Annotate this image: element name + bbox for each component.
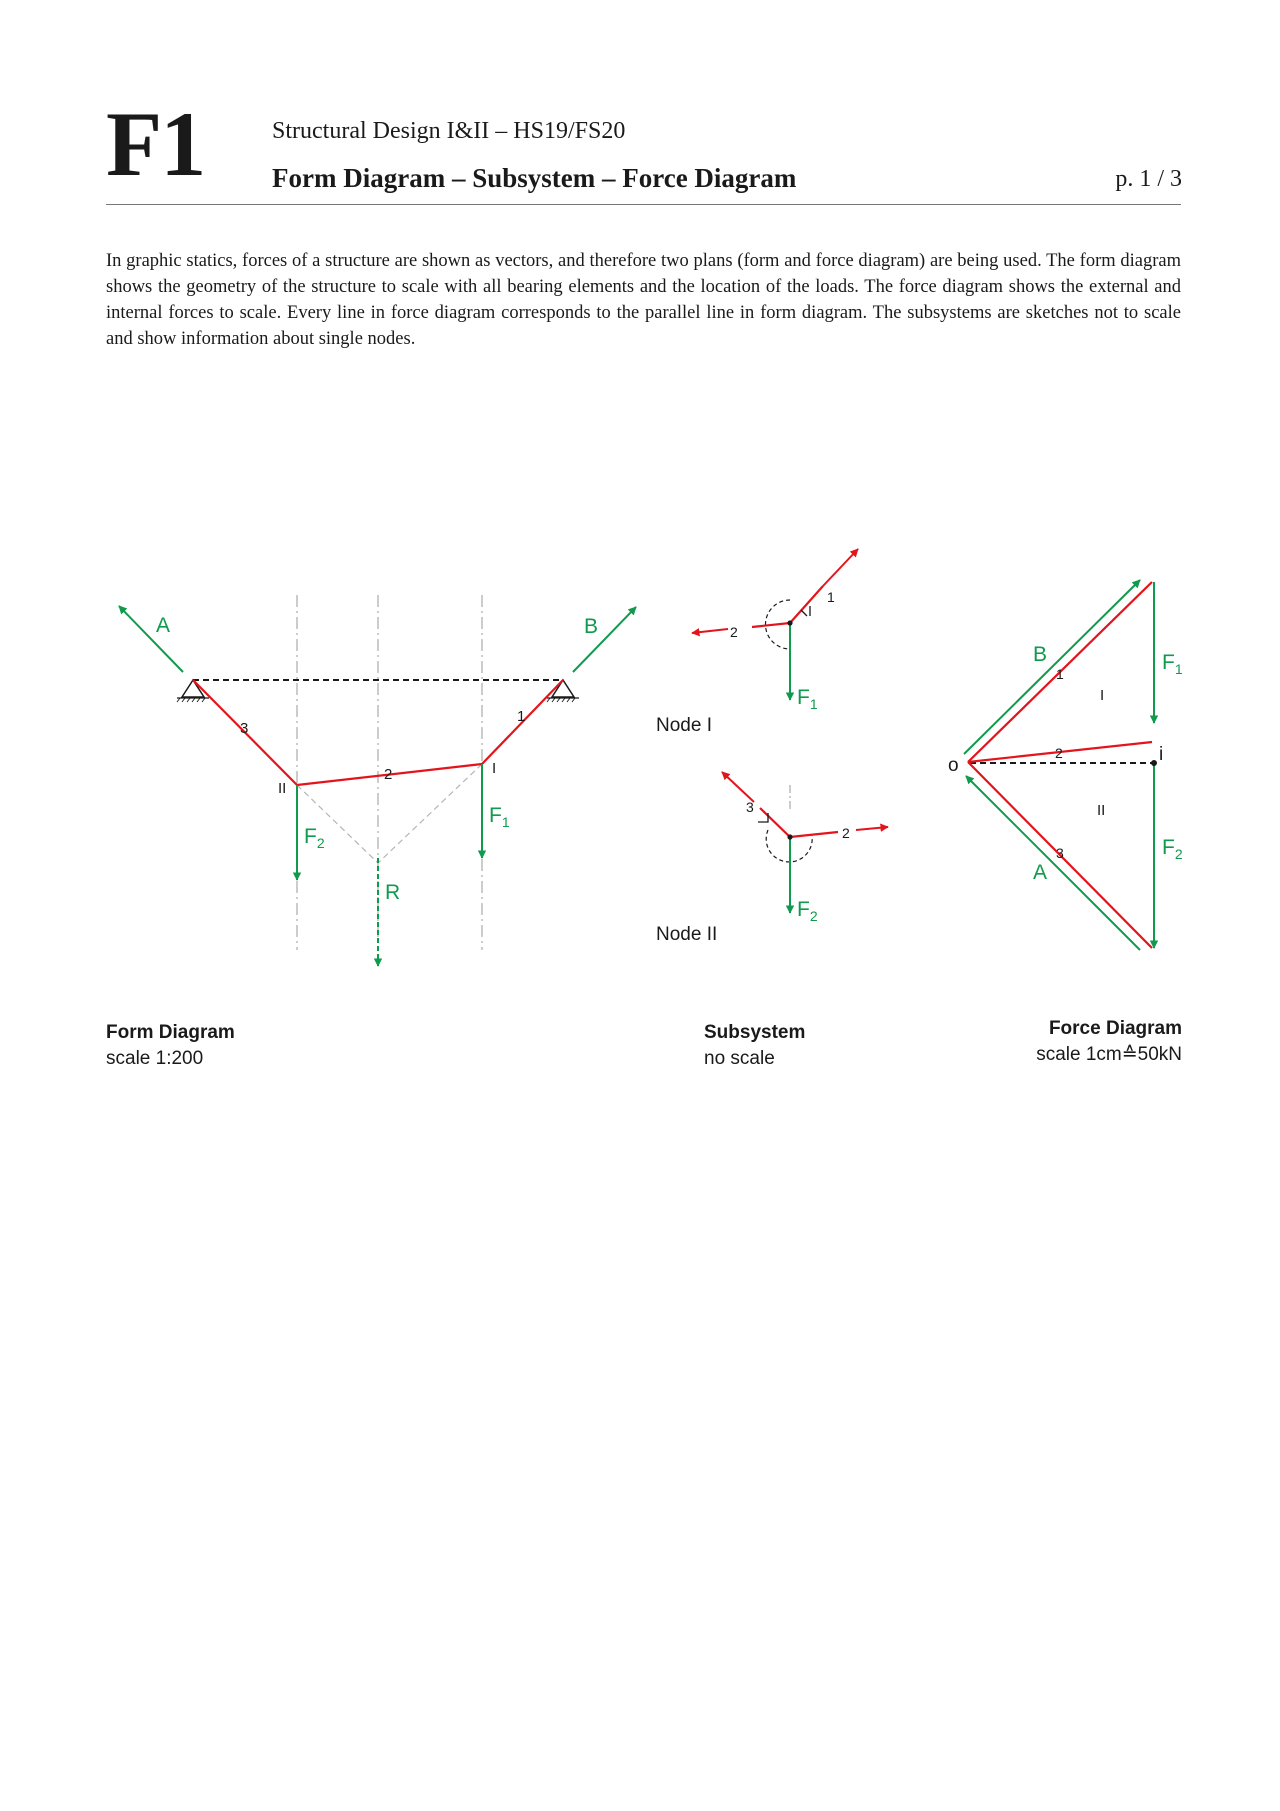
label-pole-o: o <box>948 755 959 776</box>
force-diagram-caption-scale: scale 1cm≙50kN <box>1036 1044 1182 1065</box>
node-2-force-3-arrow <box>722 772 754 802</box>
label-point-i: i <box>1159 744 1164 765</box>
force-label-member-3: 3 <box>1056 845 1064 861</box>
label-f1-letter: F <box>489 804 502 827</box>
node-1-force-1-arrow <box>823 549 858 586</box>
force-label-member-2: 2 <box>1055 745 1063 761</box>
force-diagram-caption-title: Force Diagram <box>1048 1018 1182 1039</box>
node-1-point <box>787 620 792 625</box>
label-a: A <box>156 614 171 637</box>
force-diagram-caption <box>1036 1016 1182 1068</box>
node-1-angle-mark <box>801 606 810 616</box>
node-2-label-2: 2 <box>842 825 850 841</box>
subsystem <box>656 549 888 945</box>
form-diagram-caption-title: Form Diagram <box>106 1022 235 1043</box>
node-2-force-2-arrow <box>856 827 888 830</box>
force-diagram <box>948 580 1183 950</box>
node-1-member-2 <box>752 623 790 627</box>
construction-line-right <box>378 764 482 863</box>
node-2-label-f2-subscript: 2 <box>809 908 818 924</box>
form-diagram-caption <box>106 1020 235 1072</box>
node-1-caption: Node I <box>656 715 712 736</box>
node-2-member-2 <box>790 832 838 837</box>
diagrams-figure <box>0 540 1280 1010</box>
node-2-caption: Node II <box>656 924 718 945</box>
force-label-a: A <box>1033 861 1048 884</box>
node-1-label-f1-subscript: 1 <box>809 696 818 712</box>
force-label-f1 <box>1162 651 1183 677</box>
label-r: R <box>385 881 401 904</box>
label-b: B <box>584 615 599 638</box>
force-label-field-2: II <box>1097 802 1106 819</box>
node-2-point <box>787 834 792 839</box>
force-label-member-1: 1 <box>1056 666 1064 682</box>
node-1-label-f1 <box>797 686 818 712</box>
force-label-field-1: I <box>1100 687 1105 704</box>
page-title: Form Diagram – Subsystem – Force Diagram <box>272 163 797 193</box>
label-member-1: 1 <box>517 708 526 725</box>
label-f2-subscript: 2 <box>316 835 325 851</box>
reaction-b-arrow <box>573 607 636 672</box>
form-diagram-caption-scale: scale 1:200 <box>106 1048 204 1069</box>
subsystem-caption-title: Subsystem <box>704 1022 806 1043</box>
subsystem-caption <box>704 1020 805 1072</box>
node-2-label-3: 3 <box>746 799 754 815</box>
construction-line-left <box>297 785 378 863</box>
point-i-dot <box>1151 760 1157 766</box>
node-1-label-2: 2 <box>730 624 738 640</box>
intro-paragraph: In graphic statics, forces of a structure are shown as vectors, and therefore two plans (form and force diagram) are being used. The form diagram shows the geometry of the structure to scale with all bearing elements and the location of the loads. The force diagram shows the external and internal forces to scale. Every line in force diagram corresponds to the parallel line in form diagram. The subsystems are sketches not to scale and show information about single nodes. <box>106 251 1181 349</box>
node-1-force-2-arrow <box>692 629 728 633</box>
label-node-1: I <box>492 760 497 777</box>
node-1-label-f1-letter: F <box>797 686 810 709</box>
node-2-label-f2 <box>797 898 818 924</box>
label-node-2: II <box>278 780 287 797</box>
label-f2 <box>304 825 325 851</box>
label-member-3: 3 <box>240 720 249 737</box>
node-1-member-1 <box>790 586 823 623</box>
node-2-label-f2-letter: F <box>797 898 810 921</box>
force-label-b: B <box>1033 643 1048 666</box>
subsystem-caption-scale: no scale <box>704 1048 775 1069</box>
course-title: Structural Design I&II – HS19/FS20 <box>272 118 626 144</box>
node-2-sketch <box>656 772 888 945</box>
label-f1 <box>489 804 510 830</box>
force-reaction-b-arrow <box>964 580 1140 754</box>
force-label-f1-letter: F <box>1162 651 1175 674</box>
label-member-2: 2 <box>384 766 393 783</box>
force-label-f1-subscript: 1 <box>1174 661 1183 677</box>
sheet-code: F1 <box>106 93 205 195</box>
label-f2-letter: F <box>304 825 317 848</box>
form-diagram <box>119 595 636 966</box>
force-label-f2 <box>1162 836 1183 862</box>
force-reaction-a-arrow <box>966 776 1140 950</box>
page-number: p. 1 / 3 <box>1115 166 1182 192</box>
force-label-f2-subscript: 2 <box>1174 846 1183 862</box>
force-label-f2-letter: F <box>1162 836 1175 859</box>
node-1-sketch <box>656 549 858 736</box>
label-f1-subscript: 1 <box>501 814 510 830</box>
node-1-label-1: 1 <box>827 589 835 605</box>
header-rule <box>106 204 1181 205</box>
force-members <box>968 582 1152 948</box>
reaction-a-arrow <box>119 606 183 672</box>
